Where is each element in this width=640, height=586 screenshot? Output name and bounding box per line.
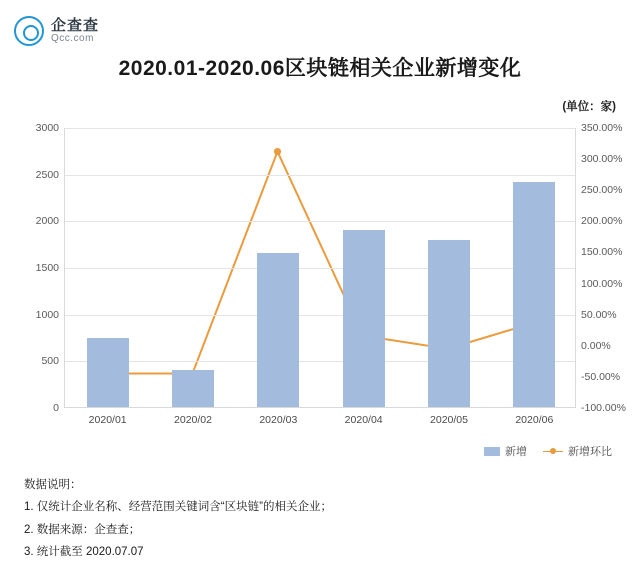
legend-item-bar — [484, 443, 527, 459]
y-axis-left-tick: 1500 — [35, 262, 59, 274]
legend-label-line: 新增环比 — [568, 446, 612, 458]
x-axis-tick-label: 2020/05 — [430, 414, 468, 426]
footnotes-heading: 数据说明： — [24, 479, 82, 491]
x-axis-tick-label: 2020/01 — [88, 414, 127, 426]
qcc-logo — [14, 16, 99, 46]
logo-name-en: Qcc.com — [51, 32, 94, 44]
x-axis-tick-label: 2020/03 — [259, 414, 298, 426]
y-axis-right-tick: 250.00% — [581, 184, 623, 197]
y-axis-right-tick: 300.00% — [581, 153, 623, 166]
y-axis-right-tick: -50.00% — [581, 370, 621, 383]
bar-column — [343, 230, 385, 407]
logo-text — [51, 18, 99, 44]
y-axis-right-tick: 100.00% — [581, 277, 623, 290]
footnote-item: 2. 数据来源：企查查； — [24, 523, 141, 536]
chart-legend — [484, 443, 612, 459]
x-axis-tick-label: 2020/02 — [174, 414, 212, 426]
legend-item-line — [543, 443, 612, 459]
gridline — [65, 315, 575, 316]
footnotes — [24, 474, 332, 564]
bar-column — [257, 253, 299, 407]
bar-column — [428, 240, 470, 407]
y-axis-right-tick: -100.00% — [581, 402, 626, 414]
y-axis-right-tick: 350.00% — [581, 122, 623, 134]
bar-column — [513, 182, 555, 407]
gridline — [65, 361, 575, 362]
y-axis-left-tick: 2500 — [35, 168, 59, 181]
gridline — [65, 221, 575, 222]
legend-label-bar: 新增 — [505, 446, 527, 458]
y-axis-right-tick: 150.00% — [581, 246, 623, 259]
y-axis-right-tick: 50.00% — [581, 308, 617, 321]
y-axis-left-tick: 3000 — [35, 122, 59, 134]
y-axis-left-tick: 1000 — [35, 308, 59, 321]
ratio-line-point — [274, 148, 281, 155]
bar-column — [87, 338, 129, 407]
gridline — [65, 128, 575, 129]
chart-area — [18, 120, 626, 426]
y-axis-right-tick: 0.00% — [581, 339, 611, 352]
page-title: 2020.01-2020.06区块链相关企业新增变化 — [118, 57, 522, 80]
x-axis-tick-label: 2020/06 — [515, 414, 554, 426]
plot-region — [35, 122, 626, 426]
gridline — [65, 268, 575, 269]
circle-logo-icon — [14, 16, 44, 46]
y-axis-left-tick: 0 — [53, 402, 59, 414]
unit-note: (单位：家) — [562, 101, 616, 113]
footnote-item: 3. 统计截至 2020.07.07 — [24, 546, 144, 559]
y-axis-left-tick: 500 — [41, 355, 59, 368]
gridline — [65, 175, 575, 176]
bar-column — [172, 370, 214, 407]
footnote-item: 1. 仅统计企业名称、经营范围关键词含“区块链”的相关企业； — [24, 501, 332, 514]
y-axis-right-tick: 200.00% — [581, 215, 623, 228]
legend-bar-swatch-icon — [484, 447, 500, 456]
legend-line-swatch-icon — [543, 446, 563, 456]
logo-name-cn: 企查查 — [51, 16, 100, 34]
y-axis-left-tick: 2000 — [35, 215, 59, 228]
x-axis-tick-label: 2020/04 — [344, 414, 383, 426]
